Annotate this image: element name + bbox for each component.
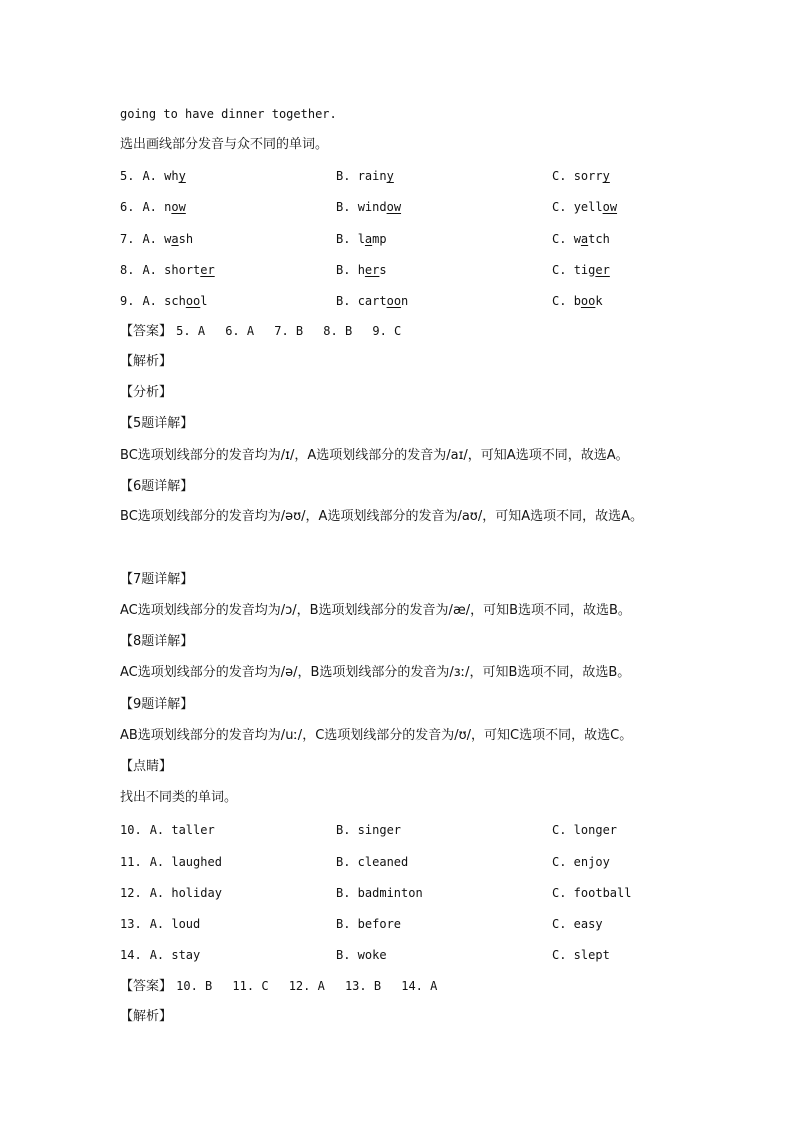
option-b (336, 199, 401, 215)
question-row-7 (120, 231, 680, 247)
option-c (552, 262, 610, 278)
option-c: C. longer (552, 823, 618, 837)
option-a (120, 916, 200, 932)
option-b (336, 168, 394, 184)
analysis-label: 【解析】 (120, 354, 173, 369)
section2-analysis-label: 【解析】 (120, 1009, 173, 1024)
word-part: b (573, 294, 581, 308)
option-text: A. taller (149, 823, 215, 837)
option-c: C. slept (552, 948, 610, 962)
underlined-part: ow (602, 200, 618, 214)
option-text: A. loud (149, 917, 201, 931)
detail-9-heading: 【9题详解】 (120, 697, 194, 712)
underlined-part: ow (171, 200, 186, 214)
word-part: short (164, 263, 201, 277)
option-c (552, 293, 603, 309)
word-part: sch (164, 294, 186, 308)
word-part: n (401, 294, 409, 308)
question-number: 12. (120, 886, 142, 900)
answer-8: 8. B (323, 324, 353, 338)
option-b: B. cleaned (336, 855, 409, 869)
option-a (120, 231, 193, 247)
option-prefix: B. (336, 263, 358, 277)
answer-9: 9. C (372, 324, 402, 338)
option-prefix: A. (142, 169, 165, 183)
word-part: sh (178, 232, 194, 246)
option-c (552, 231, 610, 247)
word-part: w (573, 232, 581, 246)
question-number: 14. (120, 948, 142, 962)
section1-instruction: 选出画线部分发音与众不同的单词。 (120, 137, 329, 152)
option-prefix: B. (336, 200, 358, 214)
answer-label: 【答案】 (120, 979, 173, 994)
question-number: 10. (120, 823, 142, 837)
option-prefix: B. (336, 232, 358, 246)
question-number: 5. (120, 169, 135, 183)
underlined-part: oo (185, 294, 201, 308)
question-number: 8. (120, 263, 135, 277)
underlined-part: y (386, 169, 394, 183)
word-part: wh (164, 169, 179, 183)
question-row-13 (120, 916, 680, 932)
word-part: l (357, 232, 365, 246)
answer-7: 7. B (274, 324, 304, 338)
answer-11: 11. C (232, 979, 269, 993)
question-number: 11. (120, 855, 142, 869)
detail-7-heading: 【7题详解】 (120, 572, 194, 587)
word-part: yell (573, 200, 603, 214)
option-b (336, 262, 387, 278)
option-c (552, 199, 617, 215)
word-part: sorr (573, 169, 603, 183)
question-row-9 (120, 293, 680, 309)
option-prefix: A. (142, 200, 165, 214)
option-c: C. easy (552, 917, 603, 931)
question-row-10 (120, 822, 680, 838)
detail-8-heading: 【8题详解】 (120, 634, 194, 649)
option-prefix: C. (552, 263, 574, 277)
word-part: n (164, 200, 172, 214)
question-number: 9. (120, 294, 135, 308)
option-b: B. badminton (336, 886, 423, 900)
word-part: wind (357, 200, 387, 214)
underlined-part: ow (386, 200, 402, 214)
word-part: k (595, 294, 603, 308)
underlined-part: oo (386, 294, 402, 308)
underlined-part: a (171, 232, 179, 246)
option-prefix: C. (552, 200, 574, 214)
option-prefix: A. (142, 263, 165, 277)
answer-5: 5. A (176, 324, 206, 338)
option-prefix: B. (336, 169, 358, 183)
answer-6: 6. A (225, 324, 255, 338)
option-b: B. singer (336, 823, 402, 837)
underlined-part: er (200, 263, 215, 277)
detail-5-heading: 【5题详解】 (120, 416, 194, 431)
question-number: 7. (120, 232, 135, 246)
option-b (336, 293, 408, 309)
option-c: C. football (552, 886, 632, 900)
underlined-part: oo (580, 294, 596, 308)
question-number: 13. (120, 917, 142, 931)
underlined-part: a (364, 232, 373, 246)
option-prefix: C. (552, 294, 574, 308)
option-prefix: C. (552, 232, 574, 246)
option-a (120, 199, 186, 215)
option-c: C. enjoy (552, 855, 610, 869)
detail-9-text: AB选项划线部分的发音均为/uː/，C选项划线部分的发音为/ʊ/，可知C选项不同，故选C。 (120, 728, 633, 743)
word-part: tig (573, 263, 596, 277)
underlined-part: a (580, 232, 589, 246)
answer-label: 【答案】 (120, 324, 173, 339)
option-text: A. holiday (149, 886, 222, 900)
answer-12: 12. A (288, 979, 325, 993)
section1-answer (120, 323, 417, 340)
answer-10: 10. B (176, 979, 213, 993)
fenxi-label: 【分析】 (120, 385, 173, 400)
option-prefix: A. (142, 232, 165, 246)
answer-14: 14. A (401, 979, 438, 993)
question-row-5 (120, 168, 680, 184)
word-part: s (379, 263, 387, 277)
detail-7-text: AC选项划线部分的发音均为/ɔ/，B选项划线部分的发音为/æ/，可知B选项不同，故选B。 (120, 603, 631, 618)
underlined-part: er (595, 263, 610, 277)
dianjing-label: 【点睛】 (120, 759, 173, 774)
word-part: l (200, 294, 208, 308)
detail-6-text: BC选项划线部分的发音均为/əʊ/，A选项划线部分的发音为/aʊ/，可知A选项不同，故选A。 (120, 509, 643, 524)
option-prefix: C. (552, 169, 574, 183)
question-row-11 (120, 854, 680, 870)
question-row-6 (120, 199, 680, 215)
section2-instruction: 找出不同类的单词。 (120, 790, 238, 805)
option-b: B. before (336, 917, 402, 931)
word-part: tch (588, 232, 610, 246)
option-a (120, 822, 215, 838)
detail-6-heading: 【6题详解】 (120, 479, 194, 494)
underlined-part: er (364, 263, 380, 277)
option-a (120, 168, 186, 184)
question-number: 6. (120, 200, 135, 214)
word-part: h (357, 263, 365, 277)
intro-line: going to have dinner together. (120, 107, 337, 121)
section2-answer (120, 978, 453, 995)
underlined-part: y (178, 169, 186, 183)
option-a (120, 854, 222, 870)
option-text: A. laughed (149, 855, 222, 869)
detail-5-text: BC选项划线部分的发音均为/ɪ/，A选项划线部分的发音为/aɪ/，可知A选项不同，故选A。 (120, 448, 629, 463)
answer-13: 13. B (344, 979, 382, 993)
option-b (336, 231, 387, 247)
option-c (552, 168, 610, 184)
option-a (120, 885, 222, 901)
word-part: w (164, 232, 172, 246)
option-prefix: B. (336, 294, 358, 308)
option-a (120, 947, 200, 963)
detail-8-text: AC选项划线部分的发音均为/ə/，B选项划线部分的发音为/ɜː/，可知B选项不同，故选B。 (120, 665, 631, 680)
option-text: A. stay (149, 948, 201, 962)
option-a (120, 293, 208, 309)
underlined-part: y (602, 169, 610, 183)
word-part: mp (372, 232, 387, 246)
option-prefix: A. (142, 294, 165, 308)
option-b: B. woke (336, 948, 387, 962)
question-row-12 (120, 885, 680, 901)
question-row-14 (120, 947, 680, 963)
word-part: cart (357, 294, 387, 308)
word-part: rain (357, 169, 387, 183)
question-row-8 (120, 262, 680, 278)
option-a (120, 262, 215, 278)
